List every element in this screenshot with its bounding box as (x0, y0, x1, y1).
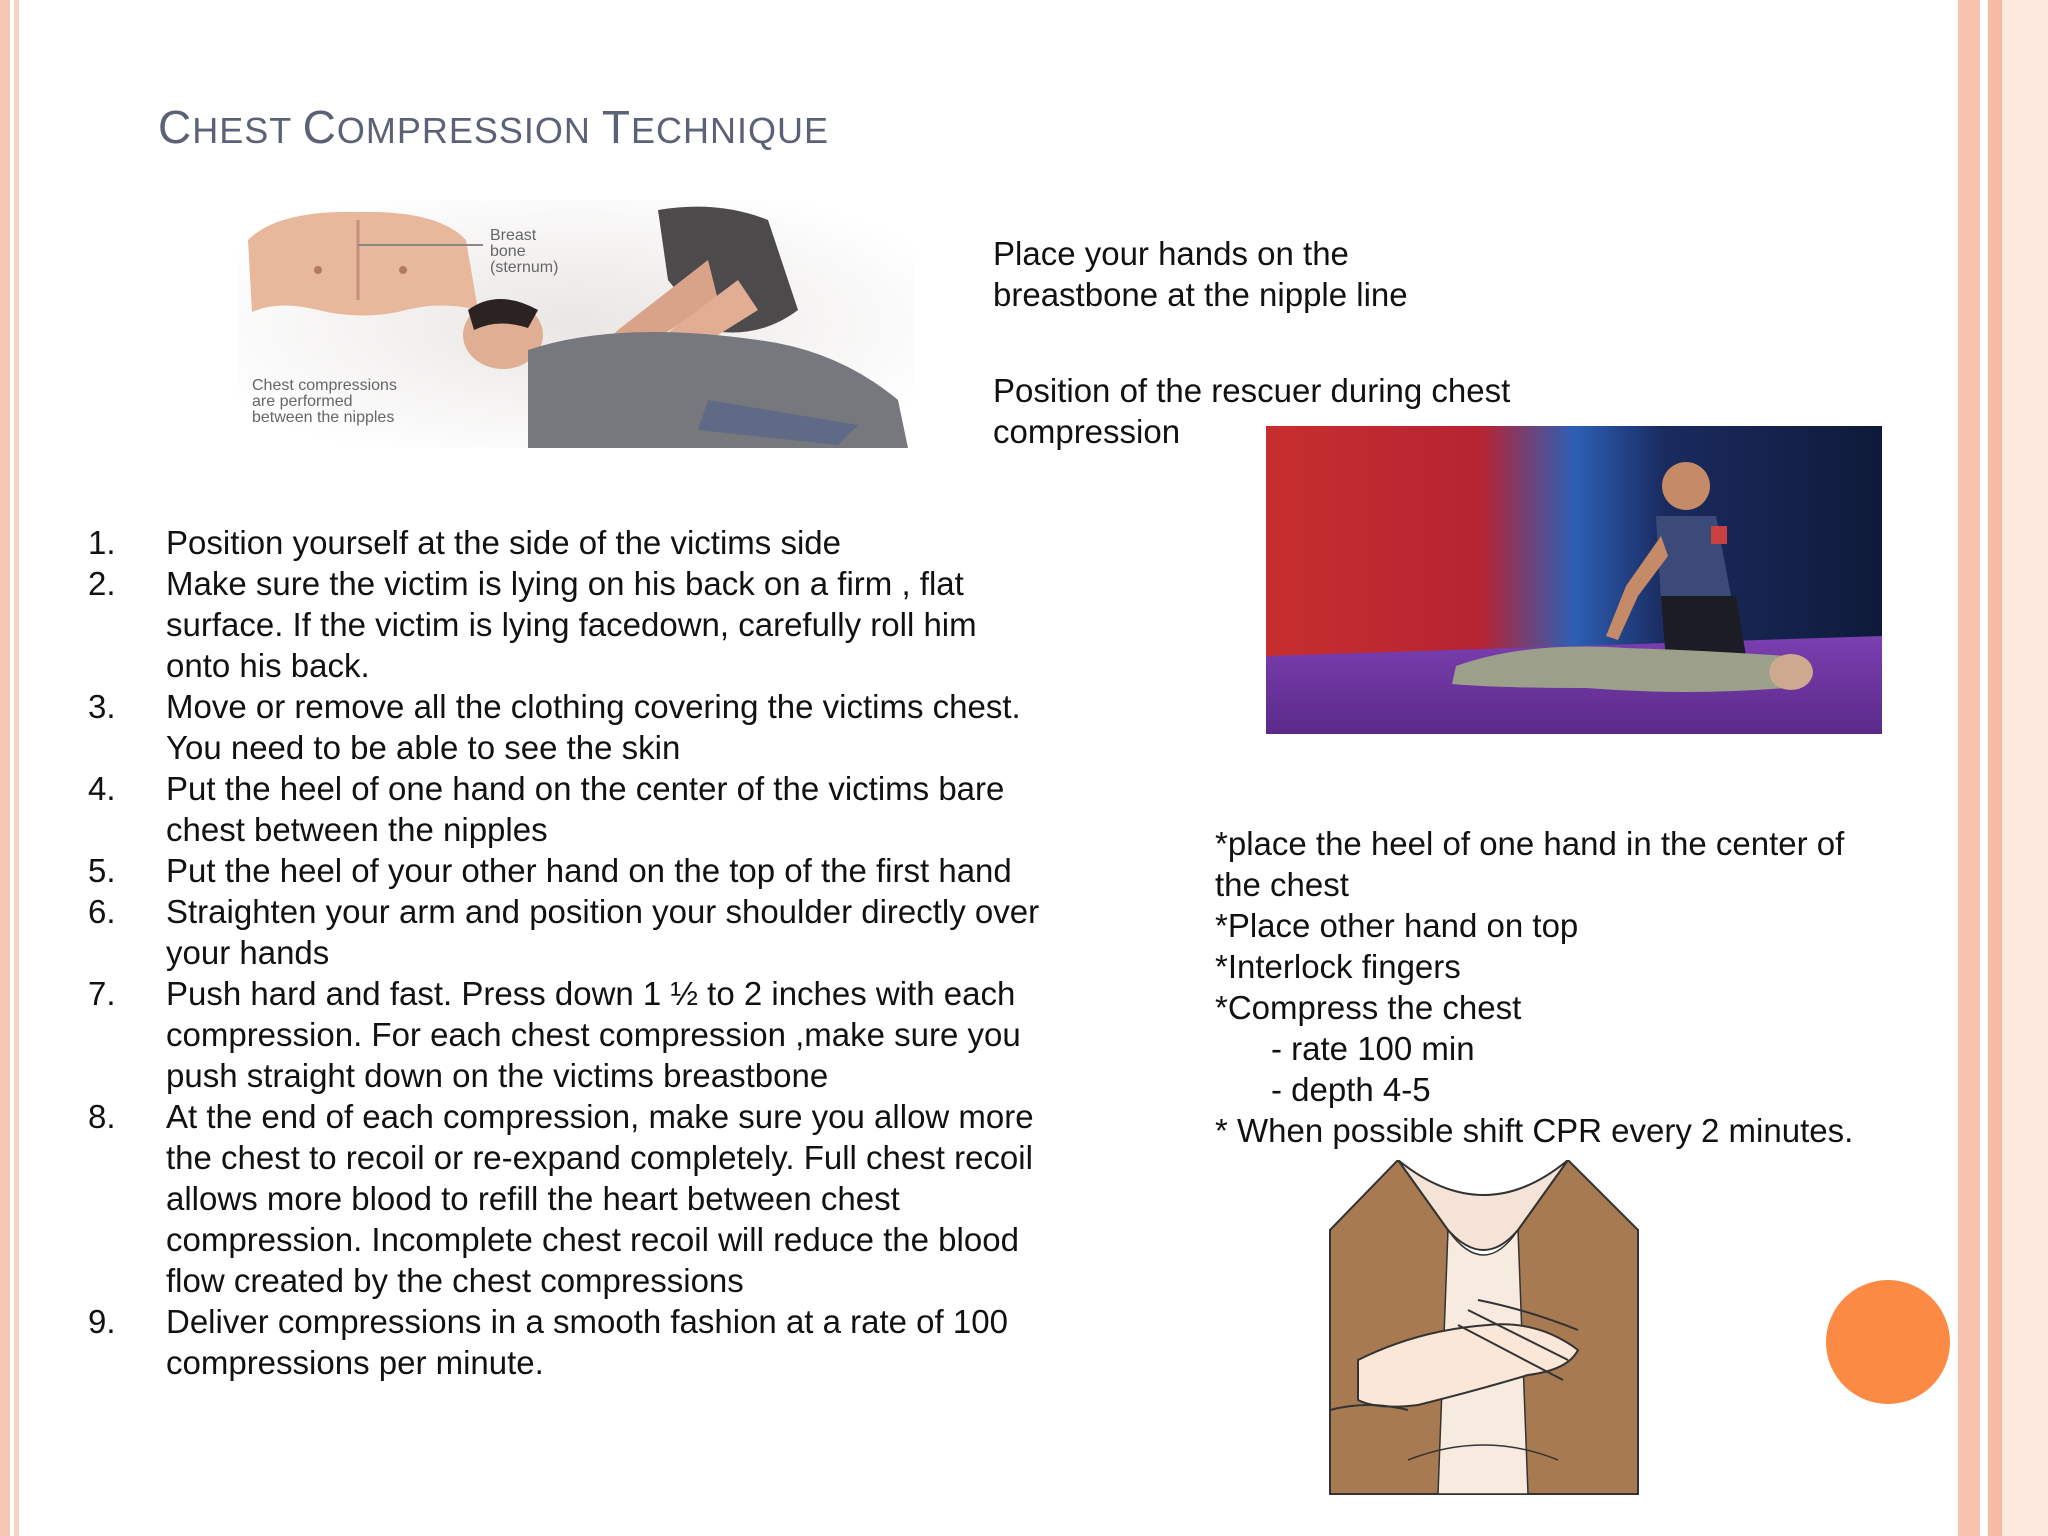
step-text-line: Put the heel of one hand on the center of the victims bare (166, 770, 1005, 807)
step-text-line: the chest to recoil or re-expand completely. Full chest recoil (166, 1139, 1033, 1176)
step-text-line: your hands (166, 934, 330, 971)
title-word: HEST (192, 110, 303, 151)
title-initial: T (601, 101, 631, 153)
step-item (88, 1301, 1088, 1383)
step-text-line: Put the heel of your other hand on the top of the first hand (166, 852, 1012, 889)
step-text-line: compression. For each chest compression ,make sure you (166, 1016, 1021, 1053)
step-number: 6. (88, 893, 116, 930)
step-number: 3. (88, 688, 116, 725)
step-number: 8. (88, 1098, 116, 1135)
note-line: the chest (1215, 866, 1349, 903)
step-text-line: Move or remove all the clothing covering the victims chest. (166, 688, 1021, 725)
step-item (88, 850, 1088, 891)
rescuer-photo-svg (1266, 426, 1882, 734)
step-item (88, 1096, 1088, 1301)
diagram-label: Breast (490, 227, 537, 244)
step-number: 7. (88, 975, 116, 1012)
note-line: - depth 4-5 (1271, 1071, 1431, 1108)
step-text-line: chest between the nipples (166, 811, 548, 848)
step-number: 5. (88, 852, 116, 889)
steps-list (88, 522, 1088, 1383)
title-initial: C (302, 101, 337, 153)
diagram-label: are performed (252, 393, 353, 410)
step-item (88, 768, 1088, 850)
cpr-illustration-svg (238, 200, 914, 448)
diagram-label: Chest compressions (252, 377, 397, 394)
title-initial: C (158, 101, 193, 153)
note-line: - rate 100 min (1271, 1030, 1475, 1067)
step-text-line: compressions per minute. (166, 1344, 544, 1381)
right-border-stripe-dark (1988, 0, 2002, 1536)
step-text-line: compression. Incomplete chest recoil will reduce the blood (166, 1221, 1019, 1258)
cpr-illustration-image (238, 200, 914, 448)
note-line: *Compress the chest (1215, 989, 1522, 1026)
right-border-stripe (1958, 0, 1980, 1536)
notes-block (1215, 823, 1915, 1151)
hands-on-chest-illustration (1328, 1160, 1640, 1496)
step-item (88, 522, 1088, 563)
right-border-stripe-light (2002, 0, 2048, 1536)
step-text-line: onto his back. (166, 647, 370, 684)
slide-title (158, 100, 829, 154)
rescuer-caption-line: compression (993, 413, 1181, 450)
decorative-orange-circle (1826, 1280, 1950, 1404)
title-word: OMPRESSION (336, 110, 602, 151)
step-text-line: You need to be able to see the skin (166, 729, 681, 766)
diagram-label: between the nipples (252, 409, 395, 426)
step-text-line: push straight down on the victims breastbone (166, 1057, 829, 1094)
step-item (88, 686, 1088, 768)
diagram-label: (sternum) (490, 259, 559, 276)
rescuer-photo-image (1266, 426, 1882, 734)
step-text-line: Position yourself at the side of the victims side (166, 524, 841, 561)
step-text-line: Make sure the victim is lying on his back on a firm , flat (166, 565, 964, 602)
step-text-line: At the end of each compression, make sure you allow more (166, 1098, 1034, 1135)
step-item (88, 891, 1088, 973)
note-line: *Place other hand on top (1215, 907, 1579, 944)
left-border-stripe-inner (14, 0, 19, 1536)
hands-caption-line: Place your hands on the (993, 235, 1349, 272)
note-line: *place the heel of one hand in the center of (1215, 825, 1845, 862)
hands-on-chest-svg (1328, 1160, 1640, 1496)
note-line: * When possible shift CPR every 2 minutes. (1215, 1112, 1854, 1149)
right-border-gap (1980, 0, 1988, 1536)
hands-caption (993, 233, 1408, 315)
title-word: ECHNIQUE (631, 110, 830, 151)
left-border-stripe (0, 0, 10, 1536)
step-text-line: surface. If the victim is lying facedown, carefully roll him (166, 606, 977, 643)
hands-caption-line: breastbone at the nipple line (993, 276, 1408, 313)
step-number: 4. (88, 770, 116, 807)
note-line: *Interlock fingers (1215, 948, 1461, 985)
step-text-line: flow created by the chest compressions (166, 1262, 744, 1299)
step-item (88, 563, 1088, 686)
step-text-line: Deliver compressions in a smooth fashion at a rate of 100 (166, 1303, 1008, 1340)
step-text-line: Push hard and fast. Press down 1 ½ to 2 inches with each (166, 975, 1016, 1012)
step-number: 9. (88, 1303, 116, 1340)
step-text-line: allows more blood to refill the heart between chest (166, 1180, 900, 1217)
step-text-line: Straighten your arm and position your shoulder directly over (166, 893, 1040, 930)
step-item (88, 973, 1088, 1096)
step-number: 1. (88, 524, 116, 561)
step-number: 2. (88, 565, 116, 602)
rescuer-caption-line: Position of the rescuer during chest (993, 372, 1511, 409)
diagram-label: bone (490, 243, 526, 260)
